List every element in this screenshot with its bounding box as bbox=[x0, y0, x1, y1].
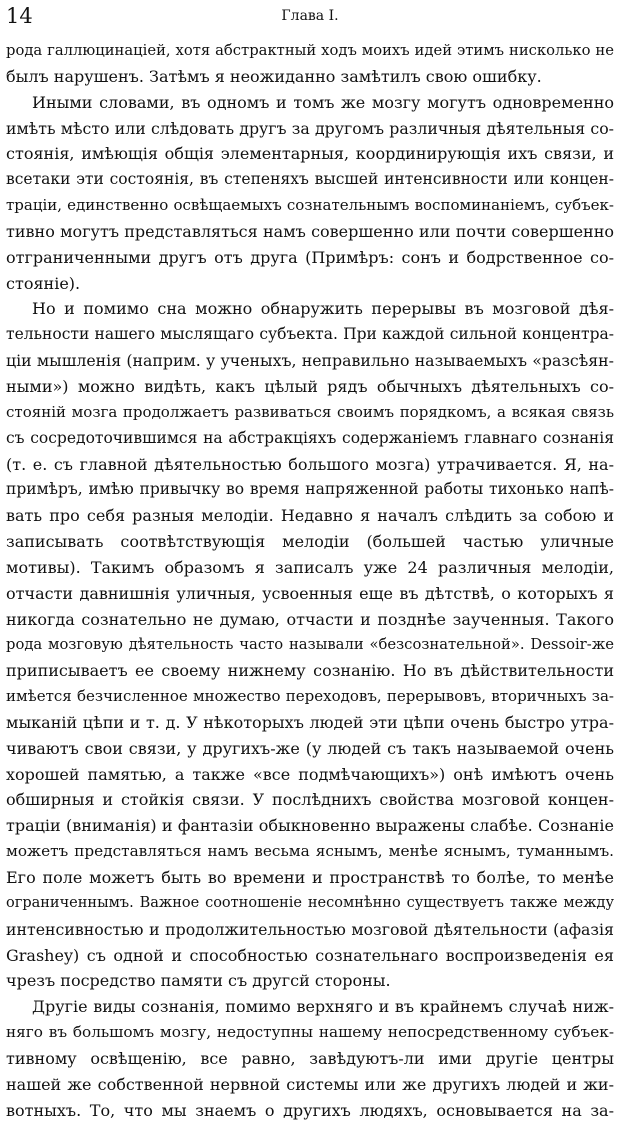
text-line: стоянiе). bbox=[6, 273, 81, 293]
text-line: мыканiй цѣпи и т. д. У нѣкоторыхъ людей эти цѣпи очень быстро утра- bbox=[6, 712, 614, 732]
text-line: мотивы). Такимъ образомъ я записалъ уже 24 различныя мелодiи, bbox=[6, 557, 614, 577]
text-line: Grashey) съ одной и способностью сознательнаго воспроизведенiя ея bbox=[6, 945, 614, 965]
text-line: отчасти давнишнiя уличныя, усвоенныя еще въ дѣтствѣ, о которыхъ я bbox=[6, 583, 614, 603]
text-line: интенсивностью и продолжительностью мозговой дѣятельности (афазiя bbox=[6, 919, 614, 939]
text-line: нашей же собственной нервной системы или же другихъ людей и жи- bbox=[6, 1074, 614, 1094]
text-line: съ сосредоточившимся на абстракцiяхъ содержанiемъ главнаго сознанiя bbox=[6, 428, 614, 447]
text-line: ограниченнымъ. Важное соотношенiе несомнѣнно существуетъ также между bbox=[6, 894, 614, 911]
text-line: чиваютъ свои связи, у другихъ-же (у людей съ такъ называемой очень bbox=[6, 738, 614, 758]
text-line: записывать соотвѣтствующiя мелодiи (большей частью уличные bbox=[6, 532, 614, 552]
text-line: отграниченными другъ отъ друга (Примѣръ: сонъ и бодрственное со- bbox=[6, 247, 614, 267]
text-line: (т. е. съ главной дѣятельностью большого мозга) утрачивается. Я, на- bbox=[6, 454, 614, 474]
body-text bbox=[6, 38, 614, 1123]
text-line: цiи мышленiя (наприм. у ученыхъ, неправильно называемыхъ «разсѣян- bbox=[6, 351, 614, 371]
text-line: чрезъ посредство памяти съ другсй стороны. bbox=[6, 971, 391, 991]
text-line: былъ нарушенъ. Затѣмъ я неожиданно замѣтилъ свою ошибку. bbox=[6, 66, 542, 86]
text-line: приписываетъ ее своему нижнему сознанiю. Но въ дѣйствительности bbox=[6, 661, 614, 681]
running-head: Глава I. bbox=[281, 8, 339, 24]
text-line: тивному освѣщенiю, все равно, завѣдуютъ-ли ими другiе центры bbox=[6, 1048, 614, 1068]
text-line: рода галлюцинацiей, хотя абстрактный ходъ моихъ идей этимъ нисколько не bbox=[6, 42, 614, 59]
text-line: тивно могутъ представляться намъ совершенно или почти совершенно bbox=[6, 221, 614, 241]
text-line: трацiи (вниманiя) и фантазiи обыкновенно выражены слабѣе. Сознанiе bbox=[6, 816, 614, 836]
text-line: примѣръ, имѣю привычку во время напряженной работы тихонько напѣ- bbox=[6, 480, 614, 499]
text-line: имѣть мѣсто или слѣдовать другъ за другомъ различныя дѣятельныя со- bbox=[6, 118, 614, 138]
text-line: рода мозговую дѣятельность часто называли «безсознательной». Dessoir-же bbox=[6, 636, 614, 654]
text-line: Но и помимо сна можно обнаружить перерывы въ мозговой дѣя- bbox=[32, 299, 614, 319]
text-line: можетъ представляться намъ весьма яснымъ, менѣе яснымъ, туманнымъ. bbox=[6, 842, 614, 861]
text-line: трацiи, единственно освѣщаемыхъ сознательнымъ воспоминанiемъ, субъек- bbox=[6, 196, 614, 215]
text-line: обширныя и стойкiя связи. У послѣднихъ свойства мозговой концен- bbox=[6, 790, 614, 810]
text-line: имѣется безчисленное множество переходовъ, перерывовъ, вторичныхъ за- bbox=[6, 687, 614, 706]
page-header bbox=[6, 4, 614, 30]
page-number: 14 bbox=[6, 4, 33, 28]
text-line: Иными словами, въ одномъ и томъ же мозгу могутъ одновременно bbox=[32, 92, 614, 112]
text-line: Его поле можетъ быть во времени и пространствѣ то болѣе, то менѣе bbox=[6, 868, 614, 887]
text-line: стоянiй мозга продолжаетъ развиваться своимъ порядкомъ, а всякая связь bbox=[6, 402, 614, 421]
text-line: вать про себя разныя мелодiи. Недавно я началъ слѣдить за собою и bbox=[6, 506, 614, 526]
text-line: Другiе виды сознанiя, помимо верхняго и въ крайнемъ случаѣ ниж- bbox=[32, 997, 614, 1017]
text-line: ными») можно видѣть, какъ цѣлый рядъ обычныхъ дѣятельныхъ со- bbox=[6, 376, 614, 396]
text-line: никогда сознательно не думаю, отчасти и позднѣе заученныя. Такого bbox=[6, 609, 614, 629]
text-line: стоянiя, имѣющiя общiя элементарныя, координирующiя ихъ связи, и bbox=[6, 144, 614, 164]
text-line: хорошей памятью, а также «все подмѣчающихъ») онѣ имѣютъ очень bbox=[6, 764, 614, 784]
text-line: няго въ большомъ мозгу, недоступны нашему непосредственному субъек- bbox=[6, 1023, 614, 1042]
text-line: тельности нашего мыслящаго субъекта. При каждой сильной концентра- bbox=[6, 325, 614, 344]
text-line: вотныхъ. То, что мы знаемъ о другихъ людяхъ, основывается на за- bbox=[6, 1100, 614, 1120]
text-line: всетаки эти состоянiя, въ степеняхъ высшей интенсивности или концен- bbox=[6, 170, 614, 189]
